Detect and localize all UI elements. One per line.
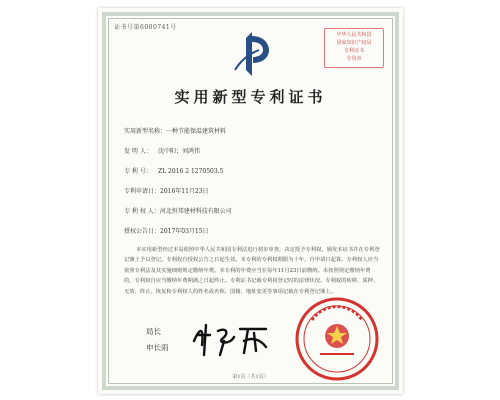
field-patent-number xyxy=(124,166,223,175)
certificate-body-text: 本实用新型经过本局依照中华人民共和国专利法进行初步审查，决定授予专利权，颁发本证书并在专利登记簿上予以登记。专利权自授权公告之日起生效。本专利的专利权期限为十年，自申请日起算。专利权人应当依照专利法及其实施细则规定缴纳年费。本专利的年费应当在每年11月23日前缴纳。未按照规定缴纳年费的，专利权自应当缴纳年费期满之日起终止。专利证书记载专利权登记时的法律状况。专利权的转移、质押、无效、终止、恢复和专利权人的姓名或名称、国籍、地址变更等事项记载在专利登记簿上。 xyxy=(124,247,380,295)
field-label: 授权公告日： xyxy=(124,228,161,235)
signature-name: 申长雨 xyxy=(146,343,169,352)
field-value: ZL 2016 2 1270503.5 xyxy=(158,168,224,175)
patent-office-logo-icon xyxy=(229,30,275,78)
certificate-number: 证书号第6000741号 xyxy=(114,24,177,31)
stamp-line: 专利证书 xyxy=(343,48,364,54)
stamp-line: 国家知识产权局 xyxy=(336,40,372,46)
patent-certificate xyxy=(98,8,403,394)
field-value: 一种节能保温建筑材料 xyxy=(166,128,227,135)
stamp-line: 中华人民共和国 xyxy=(336,32,372,38)
field-label: 专 利 号： xyxy=(124,168,152,175)
field-patentee xyxy=(124,206,232,215)
official-seal-icon xyxy=(294,296,380,382)
field-value: 河北恒邦建材科技有限公司 xyxy=(159,208,232,215)
field-label: 发 明 人： xyxy=(124,148,152,155)
field-grant-date xyxy=(124,226,209,235)
field-application-date xyxy=(124,186,209,195)
field-inventor xyxy=(124,146,200,155)
signature-label: 局长 xyxy=(146,327,161,336)
official-stamp xyxy=(324,28,384,68)
field-label: 专利申请日： xyxy=(124,188,161,195)
field-utility-model-name xyxy=(124,126,226,135)
field-label: 专 利 权 人： xyxy=(124,208,160,215)
field-value: 2017年03月15日 xyxy=(160,228,209,235)
director-signature-icon xyxy=(190,319,272,359)
page-footer: 第1页（共1页） xyxy=(232,374,269,380)
field-value: 沈中阳；刘鸿伟 xyxy=(158,148,201,155)
stamp-line: 专用章 xyxy=(346,56,362,62)
field-label: 实用新型名称： xyxy=(124,128,167,135)
certificate-title: 实用新型专利证书 xyxy=(174,88,327,106)
field-value: 2016年11月23日 xyxy=(160,188,209,195)
